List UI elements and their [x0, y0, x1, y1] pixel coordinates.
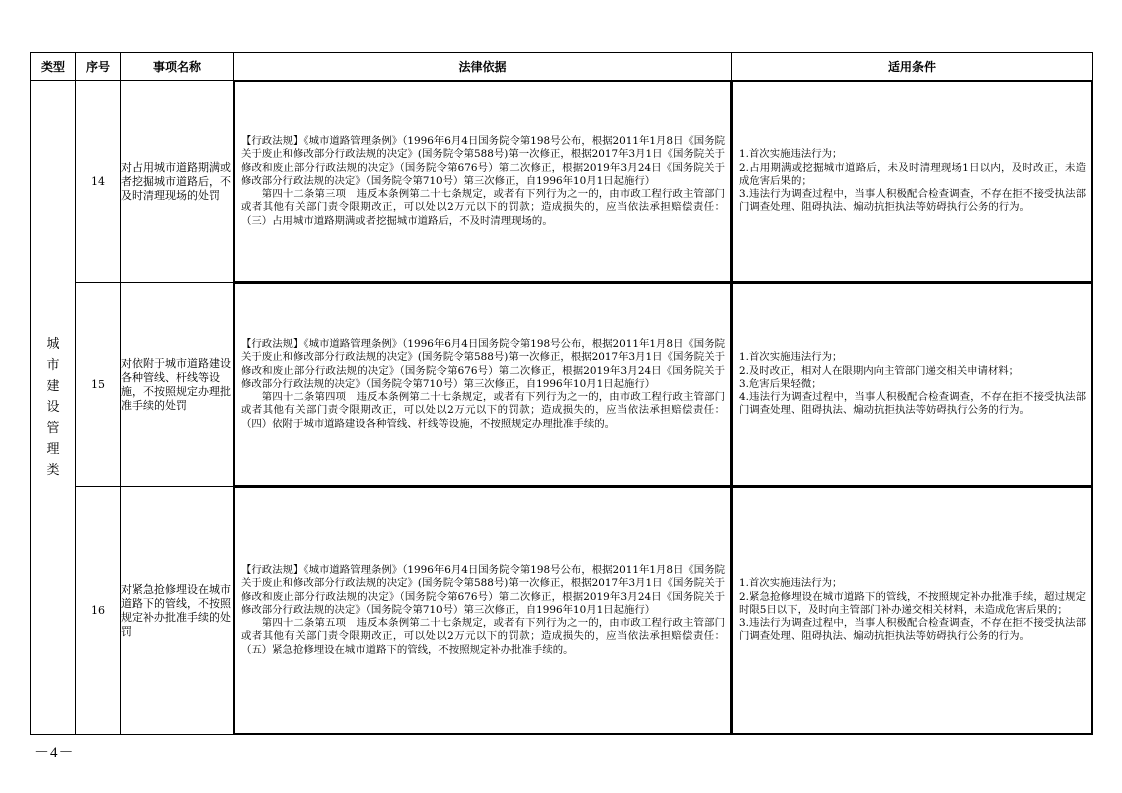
- penalty-table: [30, 52, 1093, 735]
- legal-basis-article: 第四十二条第四项 违反本条例第二十七条规定，或者有下列行为之一的，由市政工程行政主管部门或者其他有关部门责令限期改正，可以处以2万元以下的罚款；造成损失的，应当依法承担赔偿责任：（四）依附于城市道路建设各种管线、杆线等设施，不按照规定办理批准手续的。: [241, 391, 725, 430]
- header-type: 类型: [31, 53, 76, 81]
- table-row: [31, 81, 1093, 283]
- condition-item: 2.紧急抢修埋设在城市道路下的管线，不按照规定补办批准手续，超过规定时限5日以下，及时向主管部门补办递交相关材料，未造成危害后果的；: [739, 590, 1086, 616]
- row-number: 14: [76, 81, 121, 283]
- category-label: 城市建设管理类: [46, 337, 60, 478]
- legal-basis-cell: [234, 487, 732, 735]
- item-name: 对紧急抢修埋设在城市道路下的管线，不按照规定补办批准手续的处罚: [121, 487, 234, 735]
- row-number: 15: [76, 283, 121, 487]
- header-row: [31, 53, 1093, 81]
- table-row: [31, 487, 1093, 735]
- category-cell: [31, 81, 76, 735]
- condition-item: 3.违法行为调查过程中，当事人积极配合检查调查，不存在拒不接受执法部门调查处理、阻碍执法、煽动抗拒执法等妨碍执行公务的行为。: [739, 188, 1086, 214]
- conditions-cell: [732, 487, 1093, 735]
- condition-item: 2.占用期满或挖掘城市道路后，未及时清理现场1日以内，及时改正，未造成危害后果的；: [739, 161, 1086, 187]
- item-name: 对依附于城市道路建设各种管线、杆线等设施，不按照规定办理批准手续的处罚: [121, 283, 234, 487]
- row-number: 16: [76, 487, 121, 735]
- header-name: 事项名称: [121, 53, 234, 81]
- header-conditions: 适用条件: [732, 53, 1093, 81]
- legal-basis-source: 【行政法规】《城市道路管理条例》（1996年6月4日国务院令第198号公布，根据2011年1月8日《国务院关于废止和修改部分行政法规的决定》(国务院令第588号)第一次修正，根据2017年3月1日《国务院关于修改和废止部分行政法规的决定》（国务院令第676号）第二次修正，根据2019年3月24日《国务院关于修改部分行政法规的决定》（国务院令第710号）第三次修正，自1996年10月1日起施行）: [241, 563, 725, 616]
- condition-item: 4.违法行为调查过程中，当事人积极配合检查调查，不存在拒不接受执法部门调查处理、阻碍执法、煽动抗拒执法等妨碍执行公务的行为。: [739, 391, 1086, 417]
- page-number: －4－: [34, 745, 75, 761]
- header-num: 序号: [76, 53, 121, 81]
- legal-basis-cell: [234, 81, 732, 283]
- condition-item: 2.及时改正，相对人在限期内向主管部门递交相关申请材料；: [739, 364, 1020, 377]
- condition-item: 1.首次实施违法行为；: [739, 351, 843, 364]
- condition-item: 1.首次实施违法行为；: [739, 148, 843, 161]
- condition-item: 1.首次实施违法行为；: [739, 577, 843, 590]
- legal-basis-article: 第四十二条第五项 违反本条例第二十七条规定，或者有下列行为之一的，由市政工程行政主管部门或者其他有关部门责令限期改正，可以处以2万元以下的罚款；造成损失的，应当依法承担赔偿责任：（五）紧急抢修埋设在城市道路下的管线，不按照规定补办批准手续的。: [241, 617, 725, 656]
- legal-basis-source: 【行政法规】《城市道路管理条例》（1996年6月4日国务院令第198号公布，根据2011年1月8日《国务院关于废止和修改部分行政法规的决定》(国务院令第588号)第一次修正，根据2017年3月1日《国务院关于修改和废止部分行政法规的决定》（国务院令第676号）第二次修正，根据2019年3月24日《国务院关于修改部分行政法规的决定》（国务院令第710号）第三次修正，自1996年10月1日起施行）: [241, 337, 725, 390]
- conditions-cell: [732, 81, 1093, 283]
- legal-basis-source: 【行政法规】《城市道路管理条例》（1996年6月4日国务院令第198号公布，根据2011年1月8日《国务院关于废止和修改部分行政法规的决定》(国务院令第588号)第一次修正，根据2017年3月1日《国务院关于修改和废止部分行政法规的决定》（国务院令第676号）第二次修正，根据2019年3月24日《国务院关于修改部分行政法规的决定》（国务院令第710号）第三次修正，自1996年10月1日起施行）: [241, 134, 725, 187]
- legal-basis-article: 第四十二条第三项 违反本条例第二十七条规定，或者有下列行为之一的，由市政工程行政主管部门或者其他有关部门责令限期改正，可以处以2万元以下的罚款；造成损失的，应当依法承担赔偿责任：（三）占用城市道路期满或者挖掘城市道路后，不及时清理现场的。: [241, 188, 725, 227]
- header-basis: 法律依据: [234, 53, 732, 81]
- conditions-cell: [732, 283, 1093, 487]
- legal-basis-cell: [234, 283, 732, 487]
- condition-item: 3.违法行为调查过程中，当事人积极配合检查调查，不存在拒不接受执法部门调查处理、阻碍执法、煽动抗拒执法等妨碍执行公务的行为。: [739, 617, 1086, 643]
- condition-item: 3.危害后果轻微；: [739, 377, 822, 390]
- item-name: 对占用城市道路期满或者挖掘城市道路后，不及时清理现场的处罚: [121, 81, 234, 283]
- table-row: [31, 283, 1093, 487]
